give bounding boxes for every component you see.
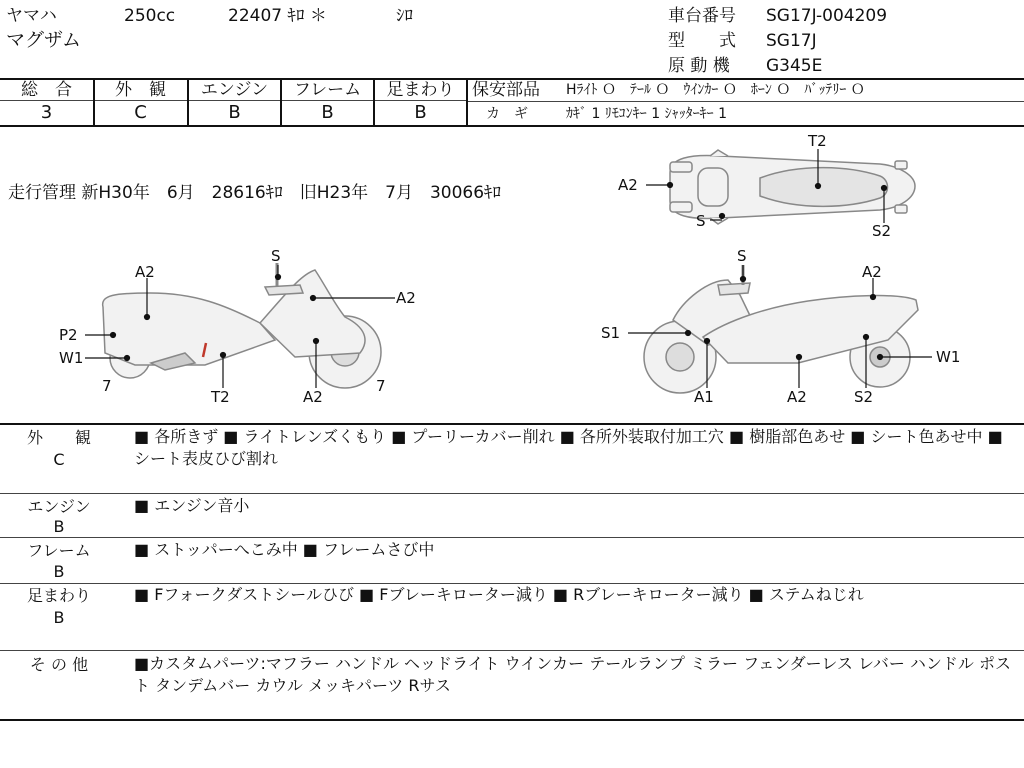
note-text-frame: ■ ストッパーへこみ中 ■ フレームさび中 [134, 540, 435, 559]
label-right-s1: S1 [601, 324, 621, 342]
label-top-s: S [696, 212, 706, 230]
scooter-left-view-diagram [55, 245, 416, 410]
note-label-engine: エンジン [27, 497, 91, 516]
label-right-w1: W1 [936, 348, 961, 366]
type-label: 型 式 [668, 31, 736, 51]
label-left-a2-right: A2 [396, 289, 416, 307]
keys-value: ｶｷﾞ 1 ﾘﾓｺﾝｷｰ 1 ｼｬｯﾀｰｷｰ 1 [566, 106, 727, 122]
chassis-value: SG17J-004209 [766, 6, 888, 26]
label-left-a2-top: A2 [135, 263, 155, 281]
grade-value-exterior: C [134, 102, 147, 123]
label-left-s: S [271, 247, 281, 265]
maker: ヤマハ [6, 6, 57, 26]
displacement: 250cc [124, 6, 176, 26]
note-grade-exterior: C [53, 450, 65, 469]
mileage-history: 走行管理 新H30年 6月 28616ｷﾛ 旧H23年 7月 30066ｷﾛ [8, 183, 502, 203]
notes-line-2 [0, 537, 1024, 538]
label-right-a1: A1 [694, 388, 714, 406]
color: ｼﾛ [396, 6, 413, 26]
notes-top-line [0, 423, 1024, 425]
label-left-7a: 7 [102, 377, 112, 395]
label-right-s: S [737, 247, 747, 265]
grade-label-suspension: 足まわり [386, 80, 455, 100]
grade-label-frame: フレーム [293, 80, 362, 100]
note-grade-engine: B [53, 517, 65, 536]
model-name: マグザム [6, 29, 82, 51]
safety-mid-line [467, 101, 1024, 102]
note-grade-suspension: B [53, 608, 65, 627]
keys-label: カ ギ [486, 106, 528, 122]
grade-value-overall: 3 [40, 102, 53, 123]
grade-mid-line [0, 100, 467, 101]
grade-bottom-line [0, 125, 1024, 127]
label-top-t2: T2 [808, 132, 827, 150]
safety-items: Hﾗｲﾄ Ｏ ﾃｰﾙ Ｏ ｳｲﾝｶｰ Ｏ ﾎｰﾝ Ｏ ﾊﾞｯﾃﾘｰ Ｏ [566, 82, 865, 98]
engine-label: 原 動 機 [668, 56, 730, 76]
scooter-right-view-diagram [598, 245, 970, 410]
note-label-suspension: 足まわり [26, 586, 91, 605]
note-label-exterior: 外 観 [26, 428, 91, 447]
engine-value: G345E [766, 56, 823, 76]
label-left-p2: P2 [59, 326, 78, 344]
note-text-other: ■カスタムパーツ:マフラー ハンドル ヘッドライト ウインカー テールランプ ミラー フェンダーレス レバー ハンドル ポスト タンデムバー カウル メッキパーツ Rサス [134, 654, 1012, 695]
note-label-frame: フレーム [27, 541, 91, 560]
grade-label-engine: エンジン [200, 80, 269, 100]
note-grade-frame: B [53, 562, 65, 581]
note-text-exterior: ■ 各所きず ■ ライトレンズくもり ■ プーリーカバー削れ ■ 各所外装取付加工穴 ■ 樹脂部色あせ ■ シート色あせ中 ■ シート表皮ひび割れ [134, 427, 1003, 468]
notes-bottom-line [0, 719, 1024, 721]
label-top-a2: A2 [618, 176, 638, 194]
note-text-suspension: ■ Fフォークダストシールひび ■ Fブレーキローター減り ■ Rブレーキローター減り ■ ステムねじれ [134, 585, 864, 604]
label-left-7b: 7 [376, 377, 386, 395]
label-left-a2-bottom: A2 [303, 388, 323, 406]
note-label-other: そ の 他 [29, 655, 89, 674]
label-right-a2-bottom: A2 [787, 388, 807, 406]
grade-value-suspension: B [414, 102, 427, 123]
notes-line-1 [0, 493, 1024, 494]
chassis-label: 車台番号 [668, 6, 736, 26]
type-value: SG17J [766, 31, 817, 51]
scooter-top-view-diagram [610, 128, 940, 240]
label-left-w1: W1 [59, 349, 84, 367]
grade-value-frame: B [321, 102, 334, 123]
label-top-s2: S2 [872, 222, 892, 240]
notes-line-4 [0, 650, 1024, 651]
note-text-engine: ■ エンジン音小 [134, 496, 250, 515]
label-left-t2: T2 [211, 388, 230, 406]
safety-label: 保安部品 [472, 80, 540, 100]
label-right-s2: S2 [854, 388, 874, 406]
grade-value-engine: B [228, 102, 241, 123]
grade-label-overall: 総 合 [21, 80, 72, 100]
grade-label-exterior: 外 観 [115, 80, 166, 100]
mileage: 22407 ｷﾛ ＊ [228, 6, 327, 26]
label-right-a2-top: A2 [862, 263, 882, 281]
